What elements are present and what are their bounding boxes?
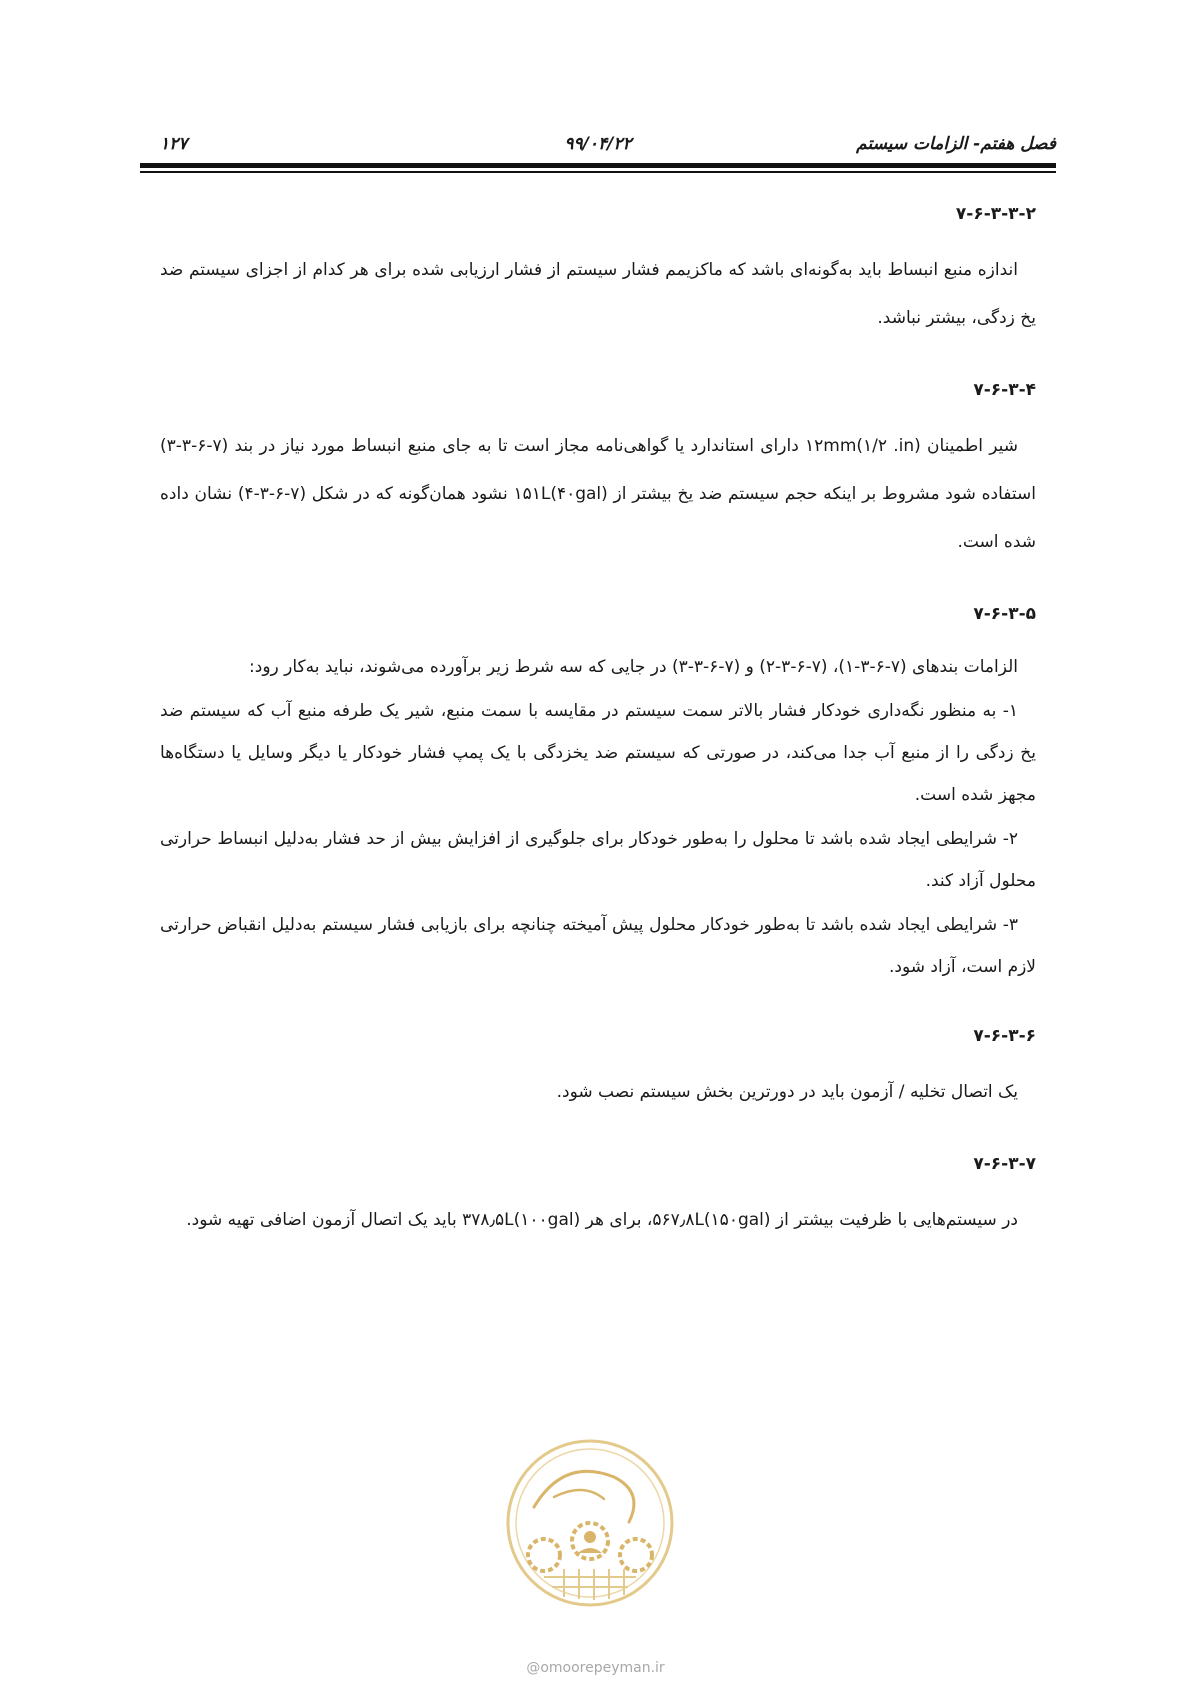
header-rule-thick [140,163,1056,168]
section-number: ۷-۶-۳-۵ [973,604,1036,624]
section-number: ۷-۶-۳-۴ [973,380,1036,400]
section-number: ۷-۶-۳-۷ [973,1154,1036,1174]
page-header [140,126,1056,158]
list-item: ۲- شرایطی ایجاد شده باشد تا محلول را به‌طور خودکار برای جلوگیری از افزایش بیش از حد فشار به‌دلیل انبساط حرارتی محلول آزاد کند. [160,829,1036,891]
revision-date: ۹۹/۰۴/۲۲ [564,134,632,154]
list-item: ۳- شرایطی ایجاد شده باشد تا به‌طور خودکار محلول پیش آمیخته چنانچه برای بازیابی فشار سیستم به‌دلیل انقباض حرارتی لازم است، آزاد شود. [160,915,1036,977]
paragraph: اندازه منبع انبساط باید به‌گونه‌ای باشد که ماکزیمم فشار سیستم از فشار ارزیابی شده برای هر کدام از اجزای سیستم ضد یخ زدگی، بیشتر نباشد. [160,260,1036,328]
section-number: ۷-۶-۳-۶ [973,1026,1036,1046]
list-item: ۱- به منظور نگه‌داری خودکار فشار بالاتر سمت سیستم در مقایسه با سمت منبع، شیر یک طرفه منبع آب که سیستم ضد یخ زدگی را از منبع آب جدا می‌کند، در صورتی که سیستم ضد یخزدگی با یک پمپ فشار خودکار یا دیگر وسایل یا دستگاه‌ها مجهز شده است. [160,701,1036,805]
document-body [160,190,1036,1246]
watermark-url: @omoorepeyman.ir [526,1660,665,1676]
seal-logo [504,1437,676,1609]
header-rule-thin [140,171,1056,173]
chapter-title: فصل هفتم- الزامات سیستم [856,134,1056,154]
section-number: ۷-۶-۳-۳-۲ [955,204,1036,224]
paragraph: الزامات بندهای (۷-۶-۳-۱)، (۷-۶-۳-۲) و (۷-۶-۳-۳) در جایی که سه شرط زیر برآورده می‌شوند، نباید به‌کار رود: [249,657,1018,677]
paragraph: در سیستم‌هایی با ظرفیت بیشتر از ۵۶۷٫۸L(۱۵۰gal)، برای هر ۳۷۸٫۵L(۱۰۰gal) باید یک اتصال آزمون اضافی تهیه شود. [186,1210,1018,1230]
paragraph: شیر اطمینان ۱۲mm(۱/۲ .in) دارای استاندارد یا گواهی‌نامه مجاز است تا به جای منبع انبساط مورد نیاز در بند (۷-۶-۳-۳) استفاده شود مشروط بر اینکه حجم سیستم ضد یخ بیشتر از ۱۵۱L(۴۰gal) نشود همان‌گونه که در شکل (۷-۶-۳-۴) نشان داده شده است. [160,436,1036,552]
paragraph: یک اتصال تخلیه / آزمون باید در دورترین بخش سیستم نصب شود. [556,1082,1018,1102]
page-number: ۱۲۷ [160,134,188,154]
